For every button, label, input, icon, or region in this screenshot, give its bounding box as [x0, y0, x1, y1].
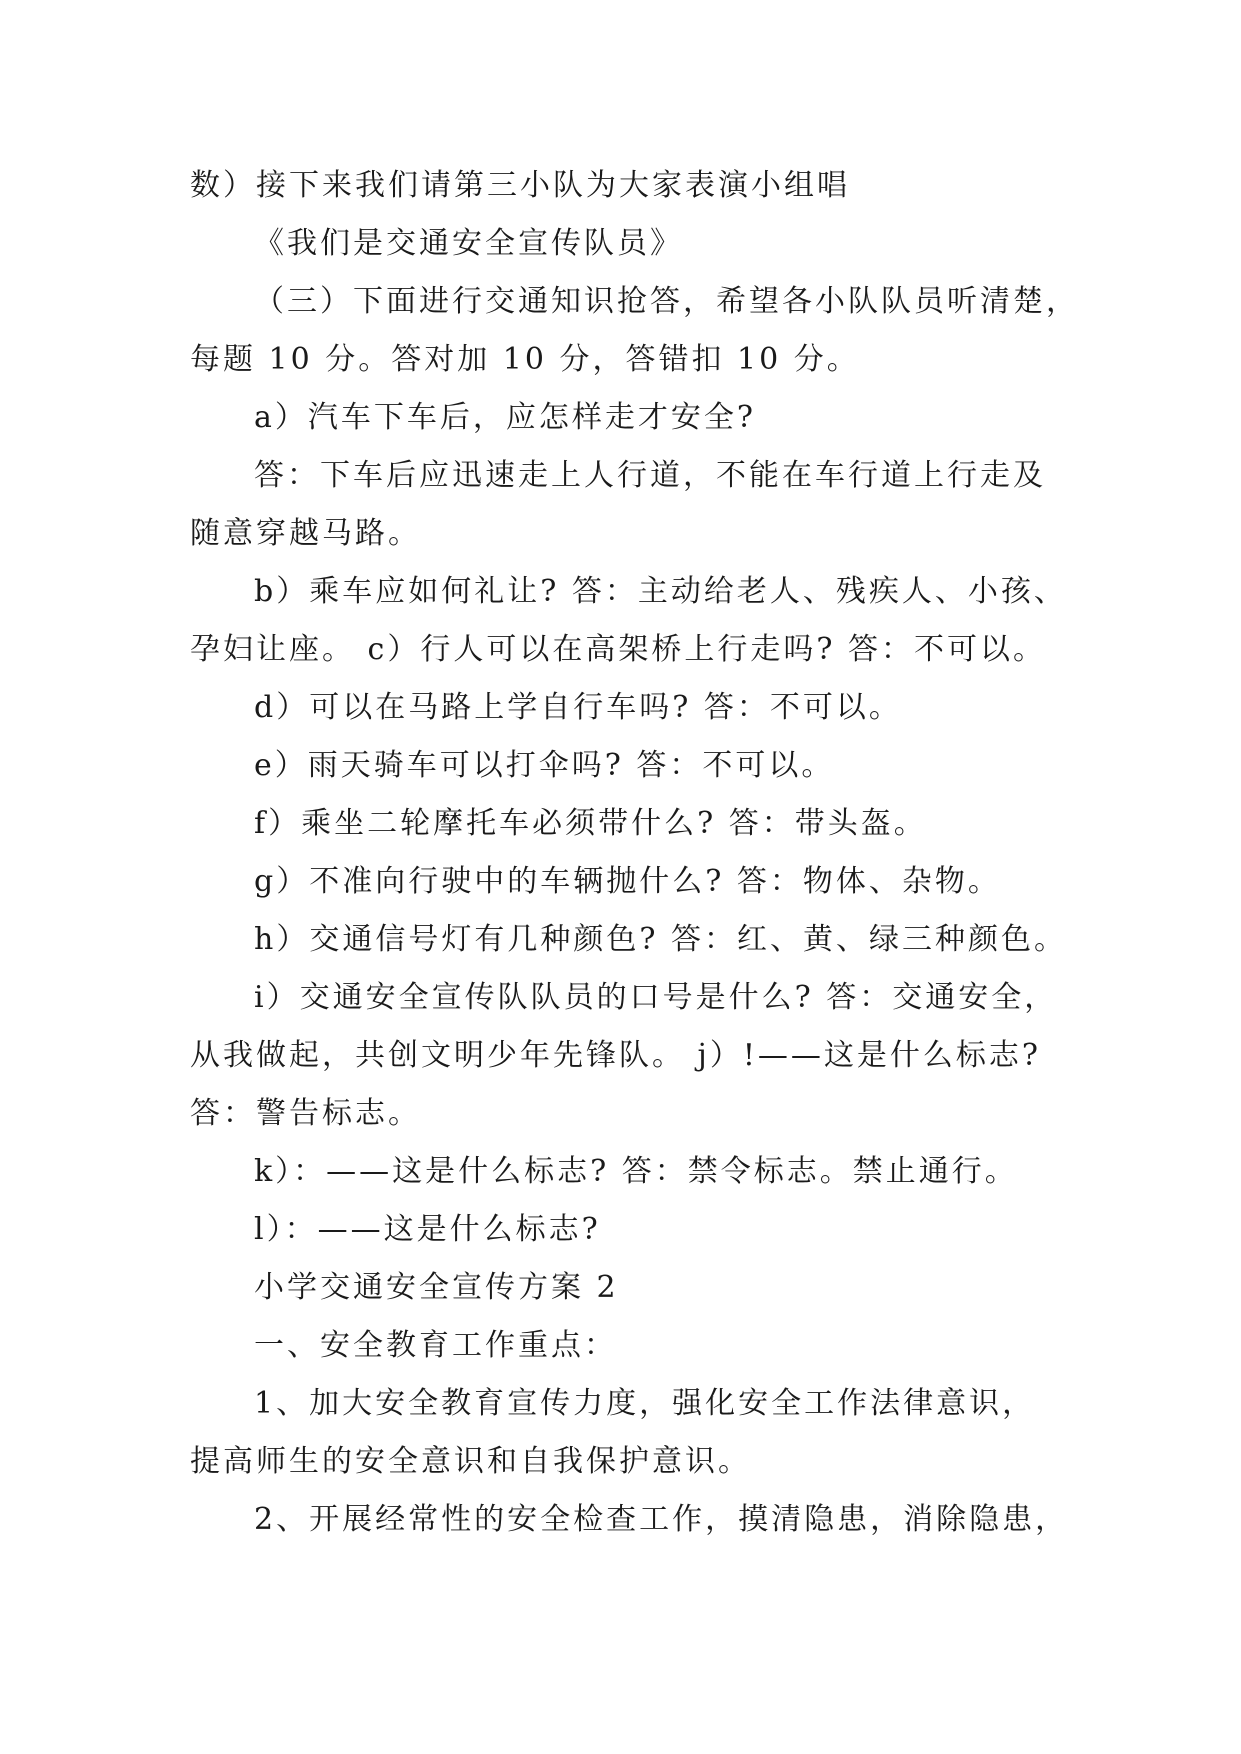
text-line: e）雨天骑车可以打伞吗? 答：不可以。 [254, 748, 835, 783]
text-line: k）：——这是什么标志? 答：禁令标志。禁止通行。 [254, 1154, 1018, 1189]
section-title: 小学交通安全宣传方案 2 [254, 1270, 619, 1305]
text-line: i）交通安全宣传队队员的口号是什么? 答：交通安全， [254, 980, 1058, 1015]
document-body [190, 157, 1079, 1549]
text-line: 每题 10 分。答对加 10 分，答错扣 10 分。 [190, 342, 860, 377]
text-line: 孕妇让座。 c）行人可以在高架桥上行走吗? 答：不可以。 [190, 632, 1046, 667]
section-heading: 一、安全教育工作重点： [254, 1328, 617, 1363]
text-line: 《我们是交通安全宣传队员》 [254, 226, 683, 261]
text-line: （三）下面进行交通知识抢答，希望各小队队员听清楚， [254, 284, 1079, 319]
text-line: b）乘车应如何礼让? 答：主动给老人、残疾人、小孩、 [254, 574, 1067, 609]
text-line: 答：警告标志。 [190, 1096, 421, 1131]
text-line: 提高师生的安全意识和自我保护意识。 [190, 1444, 751, 1479]
text-line: 从我做起，共创文明少年先锋队。 j）!——这是什么标志? [190, 1038, 1041, 1073]
text-line: a）汽车下车后，应怎样走才安全? [254, 400, 756, 435]
text-line: 2、开展经常性的安全检查工作，摸清隐患，消除隐患， [254, 1502, 1069, 1537]
text-line: g）不准向行驶中的车辆抛什么? 答：物体、杂物。 [254, 864, 1001, 899]
text-line: f）乘坐二轮摩托车必须带什么? 答：带头盔。 [254, 806, 927, 841]
text-line: 随意穿越马路。 [190, 516, 421, 551]
text-line: 答：下车后应迅速走上人行道，不能在车行道上行走及 [254, 458, 1046, 493]
text-line: h）交通信号灯有几种颜色? 答：红、黄、绿三种颜色。 [254, 922, 1067, 957]
text-line: 1、加大安全教育宣传力度，强化安全工作法律意识， [254, 1386, 1036, 1421]
text-line: l）：——这是什么标志? [254, 1212, 601, 1247]
text-line: 数）接下来我们请第三小队为大家表演小组唱 [190, 168, 850, 203]
text-line: d）可以在马路上学自行车吗? 答：不可以。 [254, 690, 902, 725]
